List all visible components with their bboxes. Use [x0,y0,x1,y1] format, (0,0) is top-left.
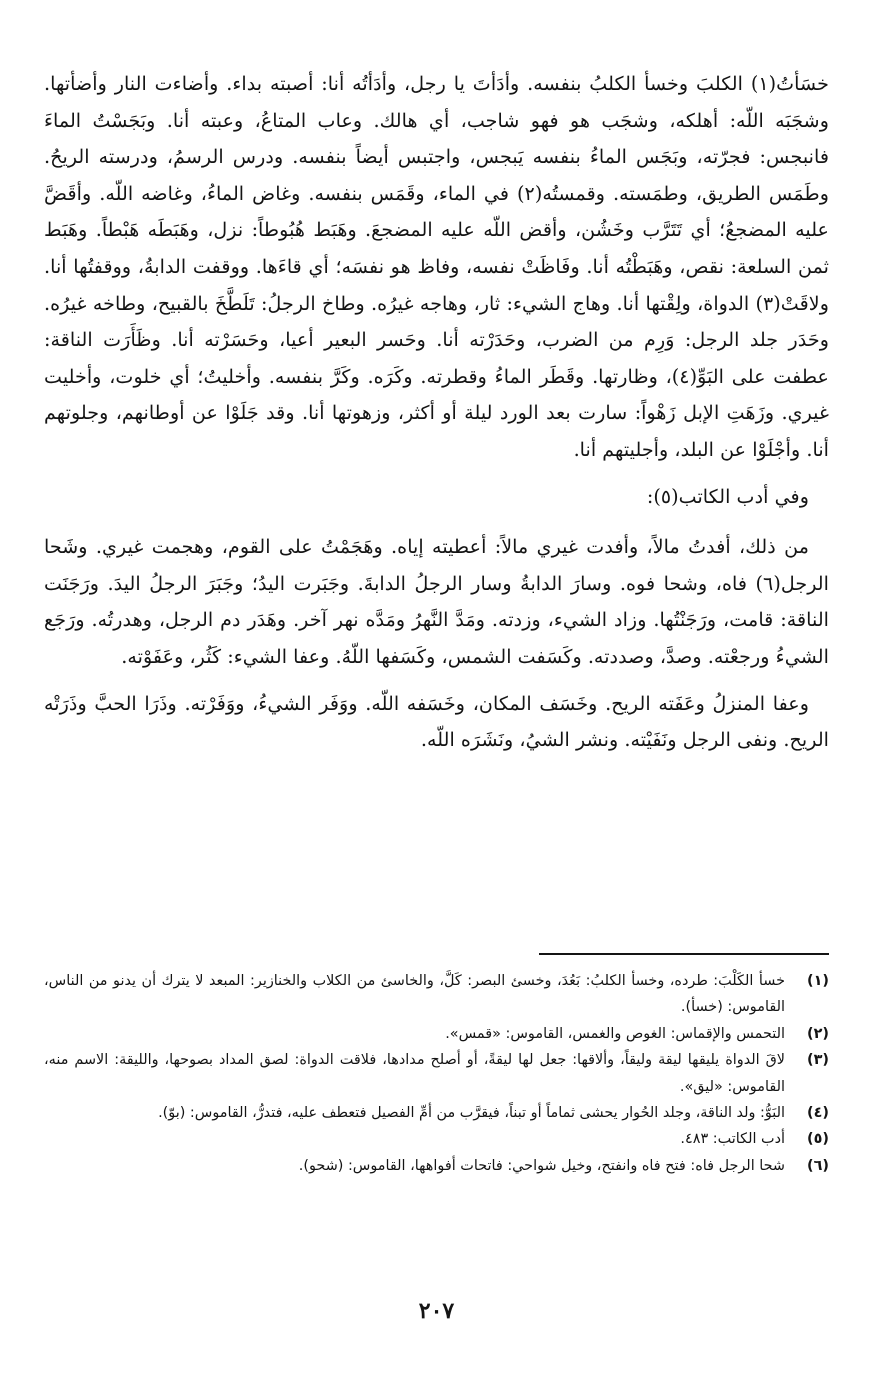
page-number: ٢٠٧ [418,1298,455,1324]
footnote-divider [539,953,829,955]
main-text [44,66,829,759]
footnote-item [44,1021,829,1047]
paragraph-2: من ذلك، أفدتُ مالاً، وأفدت غيري مالاً: أعطيته إياه. وهَجَمْتُ على القوم، وهجمت غيري. وشَحا الرجل(٦) فاه، وشحا فوه. وسارَ الدابةُ وسار الرجلُ الدابةَ. وجَبَرت اليدُ؛ وجَبَرَ الرجلُ اليدَ. ورَجَنَت الناقة: قامت، ورَجَنْتُها. وزاد الشيء، وزدته. ومَدَّ النَّهرُ ومَدَّه نهر آخر. وهَدَر دم الرجل، وهدرتُه. ورَجَع الشيءُ ورجعْته. وصدَّ، وصددته. وكَسَفت الشمس، وكَسَفها اللّهُ. وعفا الشيء: كَثُر، وعَفَوْته. [44,535,829,668]
footnote-text: أدب الكاتب: ٤٨٣. [680,1131,785,1148]
footnote-text: شحا الرجل فاه: فتح فاه وانفتح، وخيل شواحي: فاتحات أفواهها، القاموس: (شحو). [298,1157,785,1174]
footnote-item [44,968,829,1021]
footnote-item [44,1047,829,1100]
footnotes [44,968,829,1179]
footnote-number: (٦) [807,1157,829,1174]
footnote-item [44,1153,829,1179]
footnote-text: خسأ الكَلْبَ: طرده، وخسأ الكلبُ: بَعُدَ، وخسئ البصر: كَلَّ، والخاسئ من الكلاب والخنازير: المبعد لا يترك أن يدنو من الناس، القاموس: (خسأ). [44,973,785,1016]
footnote-number: (٥) [807,1131,829,1148]
footnote-number: (١) [807,973,829,989]
footnote-text: لاقَ الدواة يليقها ليقة وليقاً، وألاقها: جعل لها ليقةً، أو أصلح مدادها، فلاقت الدواة: لصق المداد بصوحها، والليقة: الاسم منه، القاموس: «ليق». [44,1052,785,1095]
footnote-number: (٢) [807,1025,829,1042]
footnote-text: التحمس والإقماس: الغوص والغمس، القاموس: «قمس». [445,1025,785,1042]
paragraph-section-heading: وفي أدب الكاتب(٥): [646,484,809,508]
paragraph-1: خسَأتُ(١) الكلبَ وخسأ الكلبُ بنفسه. وأدَأتَ يا رجل، وأدَأتُه أنا: أصبته بداء. وأضاءت النار وأضأتها. وشجَبَه اللّه: أهلكه، وشجَب هو فهو شاجب، أي هالك. وعاب المتاعُ، وعبته أنا. وبَجَسْتُ الماءَ فانبجس: فجرّته، وبَجَس الماءُ بنفسه يَبجس، واجتبس أيضاً بنفسه. ودرس الرسمُ، ودرسته الريحُ. وطَمَس الطريق، وطمَسته. وقمستُه(٢) في الماء، وقَمَس بنفسه. وغاض الماءُ، وغاضه اللّه. وأقَضَّ عليه المضجعُ؛ أي تَتَرَّب وخَشُن، وأقض اللّه عليه المضجعَ. وهَبَط هُبُوطاً: نزل، وهَبَطَه هَبْطاً. وهَبَط ثمن السلعة: نقص، وهَبَطْتُه أنا. وفَاظَتْ نفسه، وفاظ هو نفسَه؛ أي قاءَها. ووقفت الدابةُ، ووقفتُها أنا. ولاقَتْ(٣) الدواة، ولِقْتها أنا. وهاج الشيء: ثار، وهاجه غيرُه. وطاخ الرجلُ: تَلَطَّخَ بالقبيح، وطاخه غيرُه. وحَدَر جلد الرجل: وَرِم من الضرب، وحَدَرْته أنا. وحَسر البعير أعيا، وحَسَرْته أنا. وظَأَرَت الناقة: عطفت على البَوِّ(٤)، وظارتها. وقَطَر الماءُ وقطرته. وكَرَه. وكَرَّ بنفسه. وأخليتُ؛ أي خلوت، وأخليت غيري. وزَهَتِ الإبل زَهْواً: سارت بعد الورد ليلة أو أكثر، وزهوتها أنا. وقد جَلَوْا عن أوطانهم، وجلوتهم أنا. وأجْلَوْا عن البلد، وأجليتهم أنا. [44,72,830,461]
footnote-item [44,1126,829,1152]
footnote-text: البَوُّ: ولد الناقة، وجلد الحُوار يحشى ثماماً أو تبناً، فيقرَّب من أمِّ الفصيل فتعطف عليه، فتدرُّ، القاموس: (بوّ). [158,1105,785,1122]
footnote-number: (٤) [807,1105,829,1122]
paragraph-3: وعفا المنزلُ وعَفَته الريح. وخَسَف المكان، وخَسَفه اللّه. ووَفَر الشيءُ، ووَفَرْته. وذَرَا الحبَّ وذَرَتْه الريح. ونفى الرجل ونَفَيْته. ونشر الشيُ، ونَشَرَه اللّه. [44,691,829,752]
footnote-item [44,1100,829,1126]
footnote-number: (٣) [807,1052,829,1069]
